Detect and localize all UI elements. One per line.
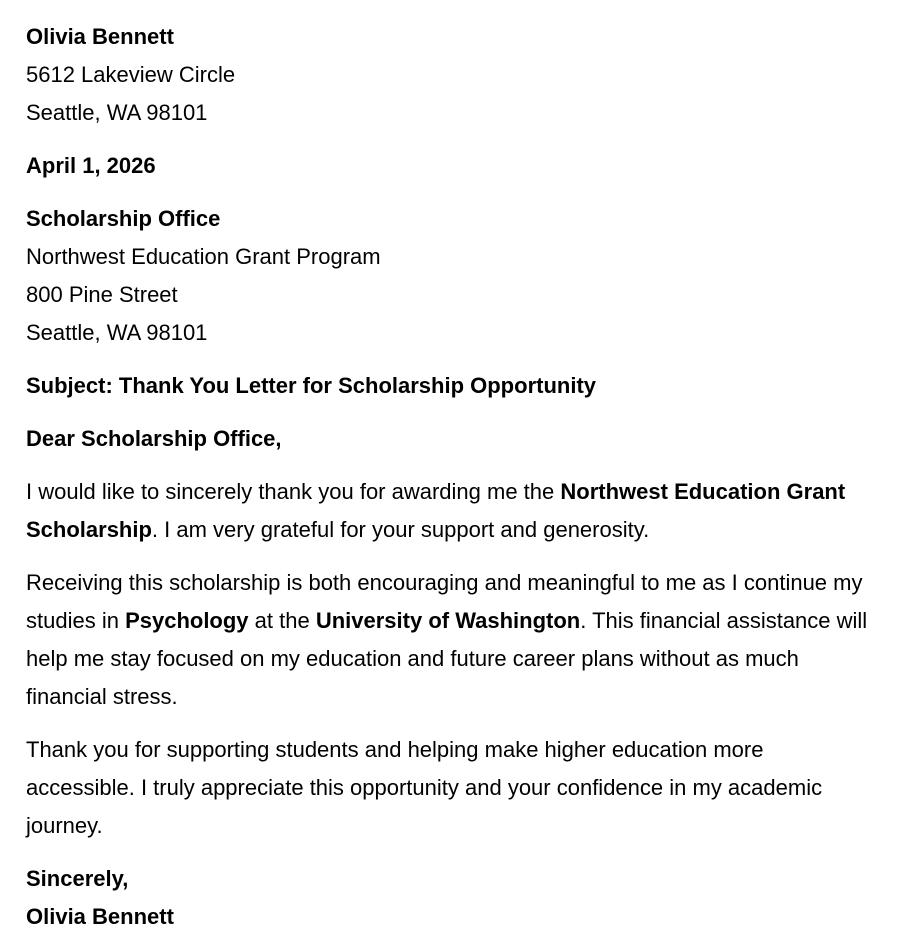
- recipient-organization: Northwest Education Grant Program: [26, 244, 381, 269]
- signature-block: [26, 860, 868, 936]
- sender-block: [26, 18, 868, 132]
- date-block: [26, 147, 868, 185]
- sender-address-line1: 5612 Lakeview Circle: [26, 62, 236, 87]
- salutation-block: [26, 420, 868, 458]
- subject-line: Subject: Thank You Letter for Scholarship Opportunity: [26, 373, 597, 398]
- body-paragraph-3: [26, 731, 868, 845]
- sender-name: Olivia Bennett: [26, 24, 174, 49]
- body-paragraph-2: [26, 564, 868, 716]
- paragraph-text: Thank you for supporting students and helping make higher education more accessible. I truly appreciate this opportunity and your confidence in my academic journey.: [26, 737, 823, 838]
- signature-name: Olivia Bennett: [26, 904, 174, 929]
- letter-date: April 1, 2026: [26, 153, 156, 178]
- body-paragraph-1: [26, 473, 868, 549]
- recipient-address-line2: Seattle, WA 98101: [26, 320, 208, 345]
- paragraph-text: Receiving this scholarship is both encouraging and meaningful to me as I continue my studies in Psychology at the University of Washington. This financial assistance will help me stay focused on my education and future career plans without as much financial stress.: [26, 570, 868, 709]
- salutation: Dear Scholarship Office,: [26, 426, 282, 451]
- recipient-address-line1: 800 Pine Street: [26, 282, 178, 307]
- recipient-name: Scholarship Office: [26, 206, 221, 231]
- closing: Sincerely,: [26, 866, 129, 891]
- recipient-block: [26, 200, 868, 352]
- paragraph-text: I would like to sincerely thank you for awarding me the Northwest Education Grant Scholarship. I am very grateful for your support and generosity.: [26, 479, 846, 542]
- sender-address-line2: Seattle, WA 98101: [26, 100, 208, 125]
- subject-block: [26, 367, 868, 405]
